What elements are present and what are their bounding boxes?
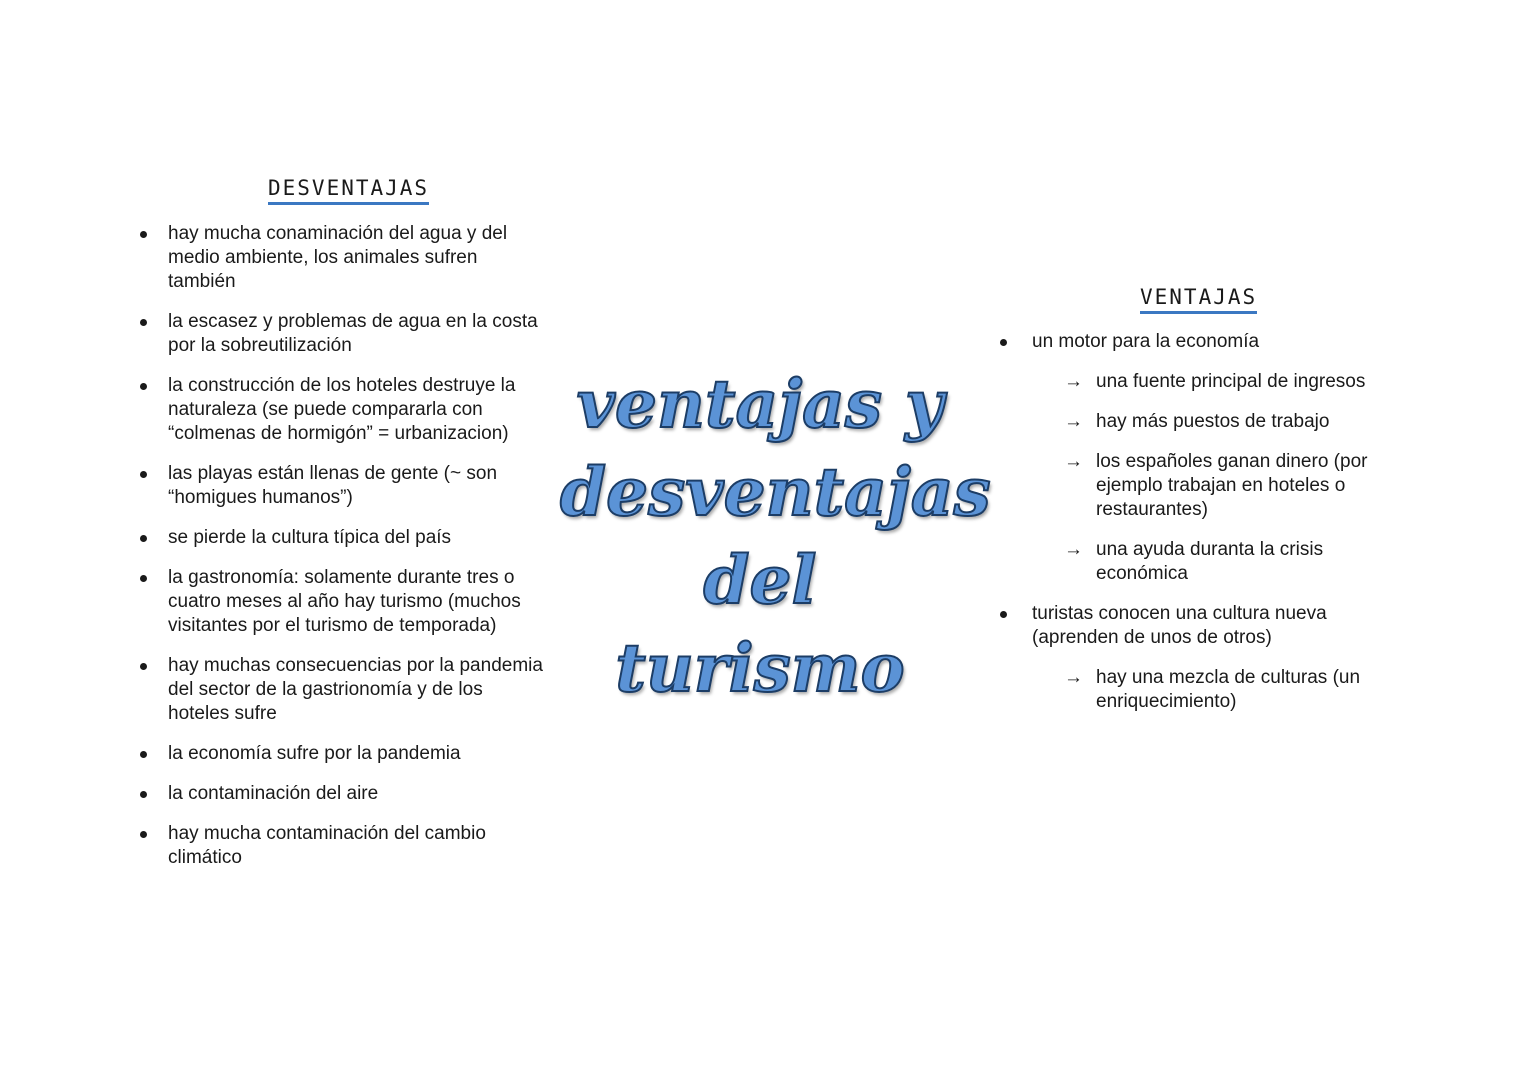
bullet-icon <box>140 535 147 542</box>
title-line: del <box>703 541 817 619</box>
ventajas-heading: VENTAJAS <box>1140 285 1257 314</box>
bullet-icon <box>140 471 147 478</box>
arrow-right-icon: → <box>1064 371 1083 392</box>
bullet-icon <box>140 663 147 670</box>
title-line: ventajas y <box>576 365 944 443</box>
page-title <box>560 360 991 712</box>
bullet-icon <box>140 791 147 798</box>
bullet-icon <box>140 831 147 838</box>
desventajas-list <box>136 222 546 886</box>
list-item: la gastronomía: solamente durante tres o cuatro meses al año hay turismo (muchos visitantes por el turismo de temporada) <box>136 566 546 638</box>
list-item: las playas están llenas de gente (~ son “homigues humanos”) <box>136 462 546 510</box>
list-item: la escasez y problemas de agua en la costa por la sobreutilización <box>136 310 546 358</box>
bullet-icon <box>140 319 147 326</box>
arrow-right-icon: → <box>1064 451 1083 472</box>
list-item: la economía sufre por la pandemia <box>136 742 546 766</box>
list-item: la construcción de los hoteles destruye la naturaleza (se puede compararla con “colmenas de hormigón” = urbanizacion) <box>136 374 546 446</box>
bullet-icon <box>140 751 147 758</box>
sub-item: → hay más puestos de trabajo <box>1064 411 1330 432</box>
arrow-right-icon: → <box>1064 539 1083 560</box>
sub-item: → una ayuda duranta la crisis económica <box>1064 539 1324 584</box>
title-line: turismo <box>615 629 905 707</box>
sub-item: → hay una mezcla de culturas (un enriquecimiento) <box>1064 667 1361 712</box>
bullet-icon <box>140 231 147 238</box>
list-item: hay muchas consecuencias por la pandemia del sector de la gastrionomía y de los hoteles sufre <box>136 654 546 726</box>
ventajas-list <box>1000 330 1400 730</box>
bullet-icon <box>140 383 147 390</box>
list-item: un motor para la economía → una fuente principal de ingresos → hay más puestos de trabajo → los españoles ganan dinero (por ejemplo trabajan en hoteles o restaurantes) → una ayuda duranta la crisis económica <box>1000 330 1400 586</box>
arrow-right-icon: → <box>1064 411 1083 432</box>
desventajas-heading: DESVENTAJAS <box>268 176 429 205</box>
bullet-icon <box>140 575 147 582</box>
bullet-icon <box>1000 611 1007 618</box>
list-item: turistas conocen una cultura nueva (aprenden de unos de otros) → hay una mezcla de culturas (un enriquecimiento) <box>1000 602 1400 714</box>
bullet-icon <box>1000 339 1007 346</box>
sub-item: → los españoles ganan dinero (por ejemplo trabajan en hoteles o restaurantes) <box>1064 451 1368 520</box>
list-item: hay mucha contaminación del cambio climático <box>136 822 546 870</box>
list-item: la contaminación del aire <box>136 782 546 806</box>
sub-item: → una fuente principal de ingresos <box>1064 371 1366 392</box>
list-item: hay mucha conaminación del agua y del medio ambiente, los animales sufren también <box>136 222 546 294</box>
title-line: desventajas <box>560 453 991 531</box>
arrow-right-icon: → <box>1064 667 1083 688</box>
list-item: se pierde la cultura típica del país <box>136 526 546 550</box>
